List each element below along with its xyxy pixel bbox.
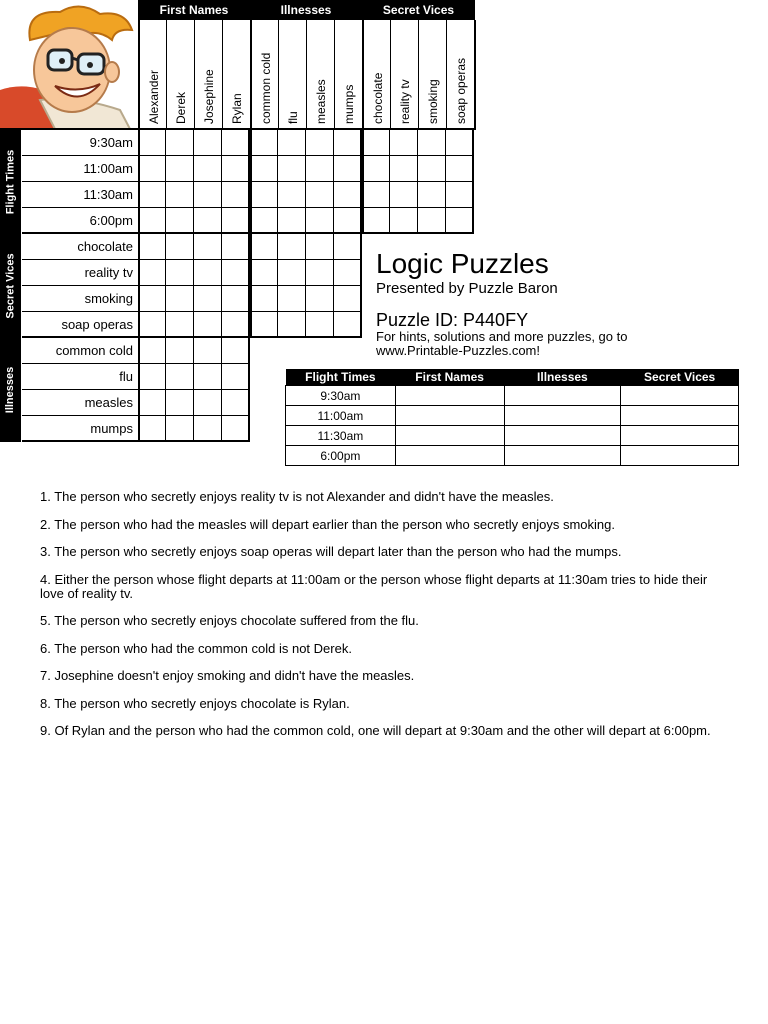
column-group-header: First Names — [138, 0, 250, 20]
column-label — [362, 20, 390, 130]
grid-cell[interactable] — [194, 286, 222, 312]
grid-cell[interactable] — [166, 312, 194, 338]
grid-cell[interactable] — [222, 364, 250, 390]
mascot-avatar — [0, 0, 137, 129]
grid-cell[interactable] — [138, 208, 166, 234]
grid-cell[interactable] — [390, 156, 418, 182]
row-label: flu — [22, 364, 138, 390]
grid-cell[interactable] — [166, 416, 194, 442]
clue: 2. The person who had the measles will depart earlier than the person who secretly enjoys smoking. — [40, 516, 615, 532]
row-group-header — [0, 234, 21, 338]
grid-cell[interactable] — [138, 234, 166, 260]
row-label: 9:30am — [22, 130, 138, 156]
row-label: 6:00pm — [22, 208, 138, 234]
grid-cell[interactable] — [138, 130, 166, 156]
answer-cell[interactable] — [621, 426, 739, 446]
row-label: mumps — [22, 416, 138, 442]
page-title: Logic Puzzles — [376, 248, 549, 279]
grid-cell[interactable] — [138, 390, 166, 416]
grid-cell[interactable] — [362, 156, 390, 182]
grid-cell[interactable] — [166, 156, 194, 182]
grid-cell[interactable] — [194, 182, 222, 208]
column-label-text: Rylan — [230, 93, 244, 124]
column-label — [138, 20, 166, 130]
grid-cell[interactable] — [334, 286, 362, 312]
grid-cell[interactable] — [446, 208, 474, 234]
grid-cell[interactable] — [222, 130, 250, 156]
column-label-text: Derek — [174, 91, 188, 124]
grid-cell[interactable] — [306, 260, 334, 286]
row-label: 11:00am — [22, 156, 138, 182]
row-label: 11:30am — [22, 182, 138, 208]
answer-row-label: 11:00am — [286, 406, 396, 426]
grid-cell[interactable] — [166, 364, 194, 390]
answer-cell[interactable] — [504, 446, 621, 466]
grid-cell[interactable] — [166, 130, 194, 156]
grid-cell[interactable] — [390, 130, 418, 156]
row-group-header-text: Secret Vices — [4, 253, 17, 319]
grid-cell[interactable] — [390, 182, 418, 208]
grid-cell[interactable] — [418, 130, 446, 156]
grid-cell[interactable] — [250, 208, 278, 234]
grid-cell[interactable] — [222, 416, 250, 442]
grid-cell[interactable] — [222, 338, 250, 364]
grid-cell[interactable] — [334, 156, 362, 182]
column-label-text: mumps — [342, 84, 356, 124]
grid-cell[interactable] — [250, 156, 278, 182]
answer-cell[interactable] — [621, 406, 739, 426]
grid-cell[interactable] — [306, 182, 334, 208]
grid-cell[interactable] — [334, 208, 362, 234]
grid-cell[interactable] — [418, 156, 446, 182]
grid-cell[interactable] — [194, 234, 222, 260]
puzzle-id: Puzzle ID: P440FY — [376, 310, 529, 330]
grid-cell[interactable] — [194, 156, 222, 182]
answer-cell[interactable] — [395, 426, 504, 446]
answer-cell[interactable] — [395, 446, 504, 466]
grid-cell[interactable] — [222, 208, 250, 234]
answer-row-label: 9:30am — [286, 386, 396, 406]
row-label: measles — [22, 390, 138, 416]
grid-cell[interactable] — [306, 156, 334, 182]
grid-cell[interactable] — [222, 312, 250, 338]
grid-cell[interactable] — [138, 338, 166, 364]
grid-cell[interactable] — [362, 208, 390, 234]
grid-cell[interactable] — [166, 208, 194, 234]
grid-cell[interactable] — [446, 182, 474, 208]
grid-cell[interactable] — [390, 208, 418, 234]
grid-cell[interactable] — [334, 182, 362, 208]
column-label — [166, 20, 194, 130]
answer-header: Secret Vices — [621, 369, 739, 386]
grid-cell[interactable] — [138, 364, 166, 390]
column-label-text: Josephine — [202, 69, 216, 124]
answer-cell[interactable] — [504, 386, 621, 406]
grid-cell[interactable] — [250, 234, 278, 260]
answer-header: Flight Times — [286, 369, 396, 386]
grid-border — [474, 20, 476, 130]
row-group-header-text: Illnesses — [4, 366, 17, 414]
grid-cell[interactable] — [334, 260, 362, 286]
grid-cell[interactable] — [418, 182, 446, 208]
grid-cell[interactable] — [278, 312, 306, 338]
column-label — [194, 20, 222, 130]
clue: 9. Of Rylan and the person who had the common cold, one will depart at 9:30am and the other will depart at 6:00pm. — [40, 723, 711, 738]
grid-cell[interactable] — [362, 130, 390, 156]
grid-cell[interactable] — [166, 260, 194, 286]
answer-cell[interactable] — [395, 386, 504, 406]
answer-header: First Names — [395, 369, 504, 386]
grid-cell[interactable] — [194, 208, 222, 234]
grid-cell[interactable] — [138, 182, 166, 208]
column-group-header: Illnesses — [250, 0, 362, 20]
column-label — [446, 20, 474, 130]
row-group-header — [0, 130, 21, 234]
answer-header: Illnesses — [504, 369, 621, 386]
column-label — [250, 20, 278, 130]
grid-cell[interactable] — [278, 208, 306, 234]
column-label-text: smoking — [426, 79, 440, 124]
grid-cell[interactable] — [138, 312, 166, 338]
column-label-text: flu — [286, 111, 300, 124]
grid-cell[interactable] — [250, 182, 278, 208]
grid-cell[interactable] — [278, 182, 306, 208]
grid-cell[interactable] — [334, 234, 362, 260]
row-group-header-text: Flight Times — [4, 149, 17, 215]
clue: 3. The person who secretly enjoys soap operas will depart later than the person who had the mumps. — [40, 544, 622, 559]
grid-cell[interactable] — [306, 208, 334, 234]
clue: 1. The person who secretly enjoys reality tv is not Alexander and didn't have the measles. — [40, 489, 554, 504]
answer-row — [286, 446, 739, 466]
answer-cell[interactable] — [504, 406, 621, 426]
grid-cell[interactable] — [222, 260, 250, 286]
grid-cell[interactable] — [278, 286, 306, 312]
answer-table — [285, 369, 739, 466]
clue-list — [40, 490, 730, 752]
grid-cell[interactable] — [222, 286, 250, 312]
grid-cell[interactable] — [418, 208, 446, 234]
row-group-header — [0, 338, 21, 442]
row-label: chocolate — [22, 234, 138, 260]
grid-cell[interactable] — [194, 338, 222, 364]
grid-cell[interactable] — [446, 130, 474, 156]
hint-text: For hints, solutions and more puzzles, go to www.Printable-Puzzles.com! — [376, 329, 628, 358]
grid-cell[interactable] — [138, 156, 166, 182]
answer-cell[interactable] — [621, 446, 739, 466]
row-label: reality tv — [22, 260, 138, 286]
column-group-header: Secret Vices — [362, 0, 475, 20]
clue: 4. Either the person whose flight departs at 11:00am or the person whose flight departs at 11:30am tries to hide their love of reality tv. — [40, 571, 708, 601]
page-subtitle: Presented by Puzzle Baron — [376, 280, 558, 297]
grid-cell[interactable] — [446, 156, 474, 182]
answer-cell[interactable] — [621, 386, 739, 406]
grid-cell[interactable] — [194, 364, 222, 390]
grid-cell[interactable] — [166, 390, 194, 416]
grid-cell[interactable] — [166, 234, 194, 260]
grid-cell[interactable] — [278, 234, 306, 260]
column-label — [334, 20, 362, 130]
grid-cell[interactable] — [166, 286, 194, 312]
grid-cell[interactable] — [194, 130, 222, 156]
grid-cell[interactable] — [138, 260, 166, 286]
grid-cell[interactable] — [194, 312, 222, 338]
column-label-text: Alexander — [147, 69, 161, 124]
grid-cell[interactable] — [278, 156, 306, 182]
clue: 7. Josephine doesn't enjoy smoking and didn't have the measles. — [40, 668, 415, 683]
grid-cell[interactable] — [306, 234, 334, 260]
grid-cell[interactable] — [362, 182, 390, 208]
grid-cell[interactable] — [222, 390, 250, 416]
grid-cell[interactable] — [250, 286, 278, 312]
column-label-text: measles — [314, 79, 328, 124]
grid-cell[interactable] — [222, 156, 250, 182]
grid-cell[interactable] — [306, 286, 334, 312]
grid-cell[interactable] — [194, 390, 222, 416]
clue: 8. The person who secretly enjoys chocolate is Rylan. — [40, 695, 350, 711]
grid-cell[interactable] — [250, 130, 278, 156]
clue: 5. The person who secretly enjoys chocolate suffered from the flu. — [40, 613, 419, 628]
answer-row-label: 6:00pm — [286, 446, 396, 466]
grid-cell[interactable] — [306, 130, 334, 156]
answer-row — [286, 386, 739, 406]
column-label-text: reality tv — [398, 79, 412, 124]
grid-cell[interactable] — [222, 182, 250, 208]
grid-cell[interactable] — [194, 416, 222, 442]
grid-cell[interactable] — [138, 286, 166, 312]
column-label — [390, 20, 418, 130]
grid-cell[interactable] — [166, 182, 194, 208]
answer-row — [286, 406, 739, 426]
answer-row-label: 11:30am — [286, 426, 396, 446]
grid-cell[interactable] — [334, 312, 362, 338]
clue: 6. The person who had the common cold is not Derek. — [40, 640, 352, 656]
column-label-text: common cold — [259, 52, 273, 124]
grid-cell[interactable] — [138, 416, 166, 442]
column-label — [222, 20, 250, 130]
answer-cell[interactable] — [395, 406, 504, 426]
column-label — [306, 20, 334, 130]
grid-cell[interactable] — [166, 338, 194, 364]
column-label-text: soap operas — [454, 57, 468, 124]
column-label — [278, 20, 306, 130]
column-label — [418, 20, 446, 130]
row-label: smoking — [22, 286, 138, 312]
row-label: common cold — [22, 338, 138, 364]
grid-cell[interactable] — [222, 234, 250, 260]
answer-cell[interactable] — [504, 426, 621, 446]
row-label: soap operas — [22, 312, 138, 338]
column-label-text: chocolate — [371, 72, 385, 124]
grid-cell[interactable] — [278, 130, 306, 156]
grid-cell[interactable] — [250, 312, 278, 338]
grid-cell[interactable] — [334, 130, 362, 156]
grid-cell[interactable] — [194, 260, 222, 286]
answer-row — [286, 426, 739, 446]
grid-cell[interactable] — [278, 260, 306, 286]
grid-cell[interactable] — [306, 312, 334, 338]
grid-cell[interactable] — [250, 260, 278, 286]
